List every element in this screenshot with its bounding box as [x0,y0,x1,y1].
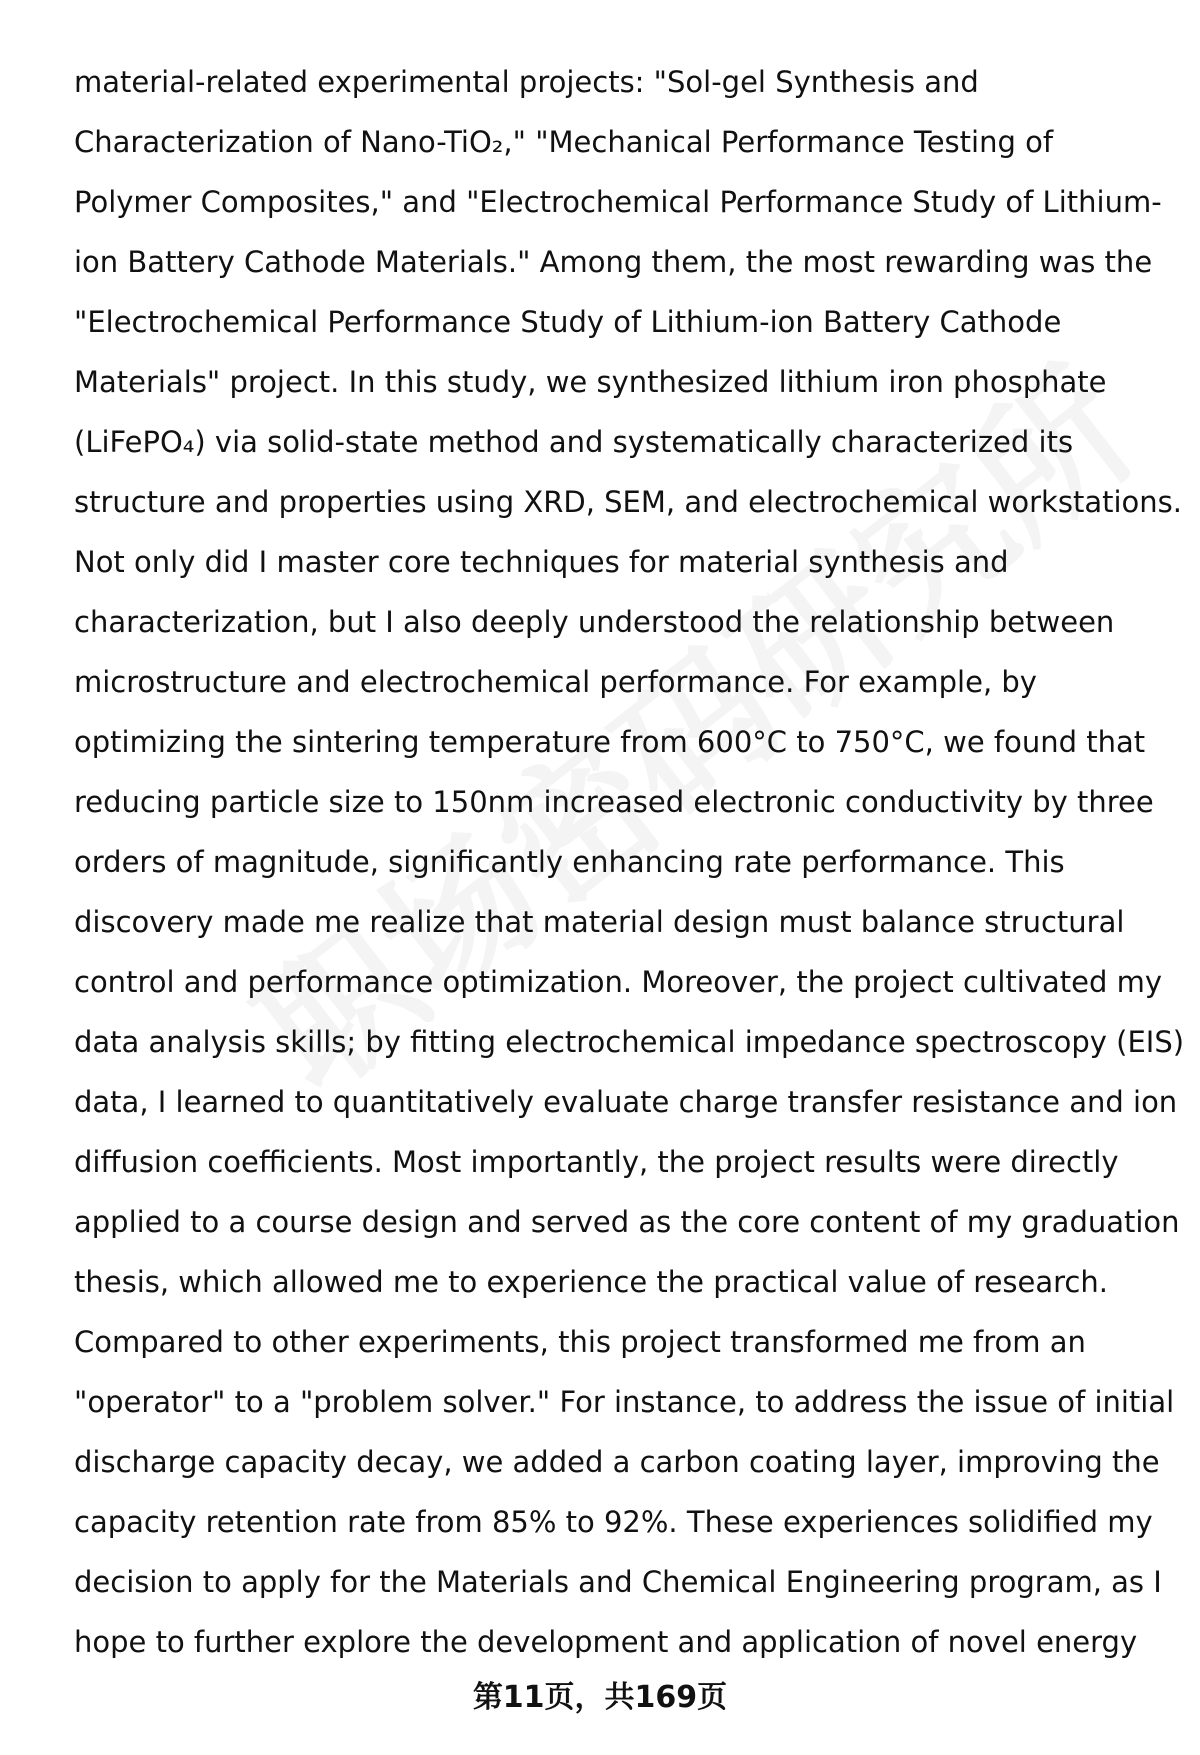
text-line: microstructure and electrochemical performance. For example, by [74,665,1037,699]
text-line: diffusion coefficients. Most importantly, the project results were directly [74,1145,1119,1179]
page-number-footer: 第11页，共169页 [472,1680,728,1715]
text-line: applied to a course design and served as the core content of my graduation [74,1205,1180,1239]
text-line: discovery made me realize that material design must balance structural [74,905,1125,939]
text-line: Polymer Composites," and "Electrochemical Performance Study of Lithium- [74,185,1162,219]
text-line: Compared to other experiments, this project transformed me from an [74,1325,1086,1359]
text-line: (LiFePO₄) via solid-state method and systematically characterized its [74,425,1074,459]
text-line: capacity retention rate from 85% to 92%. These experiences solidified my [74,1505,1153,1539]
text-line: decision to apply for the Materials and Chemical Engineering program, as I [74,1565,1162,1599]
text-line: ion Battery Cathode Materials." Among them, the most rewarding was the [74,245,1153,279]
text-line: material-related experimental projects: "Sol-gel Synthesis and [74,65,979,99]
text-line: Characterization of Nano-TiO₂," "Mechanical Performance Testing of [74,125,1054,159]
text-line: "operator" to a "problem solver." For instance, to address the issue of initial [74,1385,1175,1419]
text-line: optimizing the sintering temperature from 600°C to 750°C, we found that [74,725,1146,759]
text-line: thesis, which allowed me to experience the practical value of research. [74,1265,1108,1299]
text-line: data, I learned to quantitatively evaluate charge transfer resistance and ion [74,1085,1178,1119]
text-line: structure and properties using XRD, SEM, and electrochemical workstations. [74,485,1182,519]
text-line: Not only did I master core techniques for material synthesis and [74,545,1009,579]
text-line: control and performance optimization. Moreover, the project cultivated my [74,965,1162,999]
text-line: reducing particle size to 150nm increased electronic conductivity by three [74,785,1154,819]
text-line: discharge capacity decay, we added a carbon coating layer, improving the [74,1445,1160,1479]
body-text [74,52,1185,1672]
text-line: hope to further explore the development and application of novel energy [74,1625,1138,1659]
text-line: "Electrochemical Performance Study of Lithium-ion Battery Cathode [74,305,1062,339]
text-line: Materials" project. In this study, we synthesized lithium iron phosphate [74,365,1107,399]
text-line: characterization, but I also deeply understood the relationship between [74,605,1115,639]
text-line: data analysis skills; by fitting electrochemical impedance spectroscopy (EIS) [74,1025,1185,1059]
text-line: orders of magnitude, significantly enhancing rate performance. This [74,845,1065,879]
